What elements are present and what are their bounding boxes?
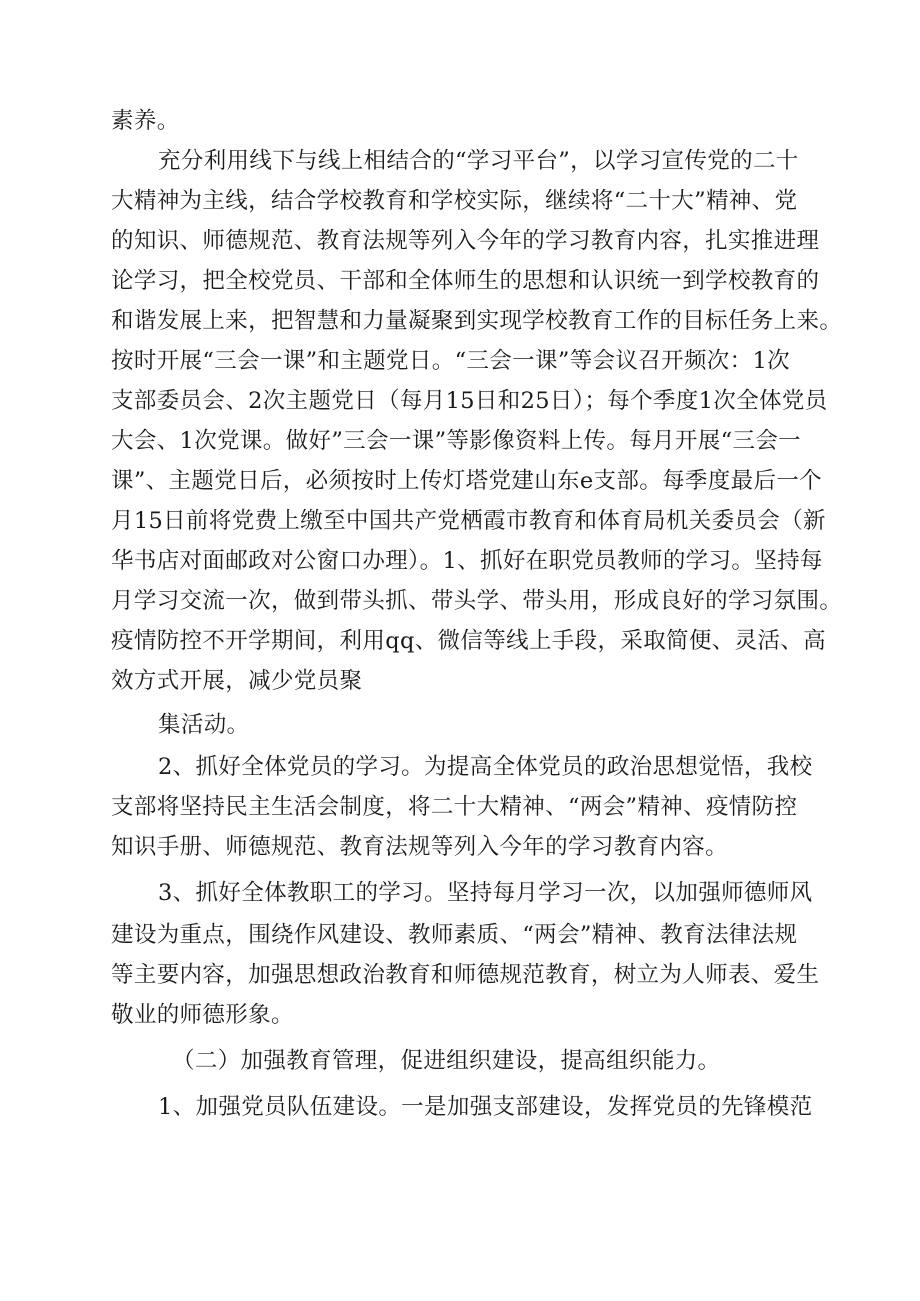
text-line: 2、抓好全体党员的学习。为提高全体党员的政治思想觉悟，我校 — [158, 754, 813, 780]
text-line: 建设为重点，围绕作风建设、教师素质、“两会”精神、教育法律法规 — [111, 922, 798, 948]
text-line: 支部将坚持民主生活会制度，将二十大精神、“两会”精神、疫情防控 — [111, 794, 798, 820]
text-line: 敬业的师德形象。 — [111, 1002, 294, 1028]
text-line: 按时开展“三会一课”和主题党日。“三会一课”等会议召开频次：1次 — [111, 348, 791, 374]
text-line: 的知识、师德规范、教育法规等列入今年的学习教育内容，扎实推进理 — [111, 228, 820, 254]
text-line: 等主要内容，加强思想政治教育和师德规范教育，树立为人师表、爱生 — [111, 962, 820, 988]
text-line: 素养。 — [111, 108, 180, 134]
section-heading: （二）加强教育管理，促进组织建设，提高组织能力。 — [172, 1048, 721, 1074]
text-line: 月15日前将党费上缴至中国共产党栖霞市教育和体育局机关委员会（新 — [111, 508, 826, 534]
text-line: 和谐发展上来，把智慧和力量凝聚到实现学校教育工作的目标任务上来。 — [111, 308, 843, 334]
text-line: 大会、1次党课。做好”三会一课”等影像资料上传。每月开展“三会一 — [111, 428, 802, 454]
text-line: 集活动。 — [158, 712, 250, 738]
text-line: 论学习，把全校党员、干部和全体师生的思想和认识统一到学校教育的 — [111, 268, 820, 294]
text-line: 华书店对面邮政对公窗口办理）。1、抓好在职党员教师的学习。坚持每 — [111, 548, 823, 574]
text-line: 1、加强党员队伍建设。一是加强支部建设，发挥党员的先锋模范 — [158, 1094, 813, 1120]
text-line: 支部委员会、2次主题党日（每月15日和25日）；每个季度1次全体党员 — [111, 388, 828, 414]
text-line: 3、抓好全体教职工的学习。坚持每月学习一次，以加强师德师风 — [158, 880, 813, 906]
text-line: 效方式开展，减少党员聚 — [111, 668, 363, 694]
text-line: 月学习交流一次，做到带头抓、带头学、带头用，形成良好的学习氛围。 — [111, 588, 843, 614]
text-line: 充分利用线下与线上相结合的“学习平台”，以学习宣传党的二十 — [158, 148, 799, 174]
text-line: 知识手册、师德规范、教育法规等列入今年的学习教育内容。 — [111, 834, 728, 860]
text-line: 课”、主题党日后，必须按时上传灯塔党建山东e支部。每季度最后一个 — [111, 468, 823, 494]
text-line: 大精神为主线，结合学校教育和学校实际，继续将“二十大”精神、党 — [111, 188, 798, 214]
text-line: 疫情防控不开学期间，利用qq、微信等线上手段，采取简便、灵活、高 — [111, 628, 827, 654]
